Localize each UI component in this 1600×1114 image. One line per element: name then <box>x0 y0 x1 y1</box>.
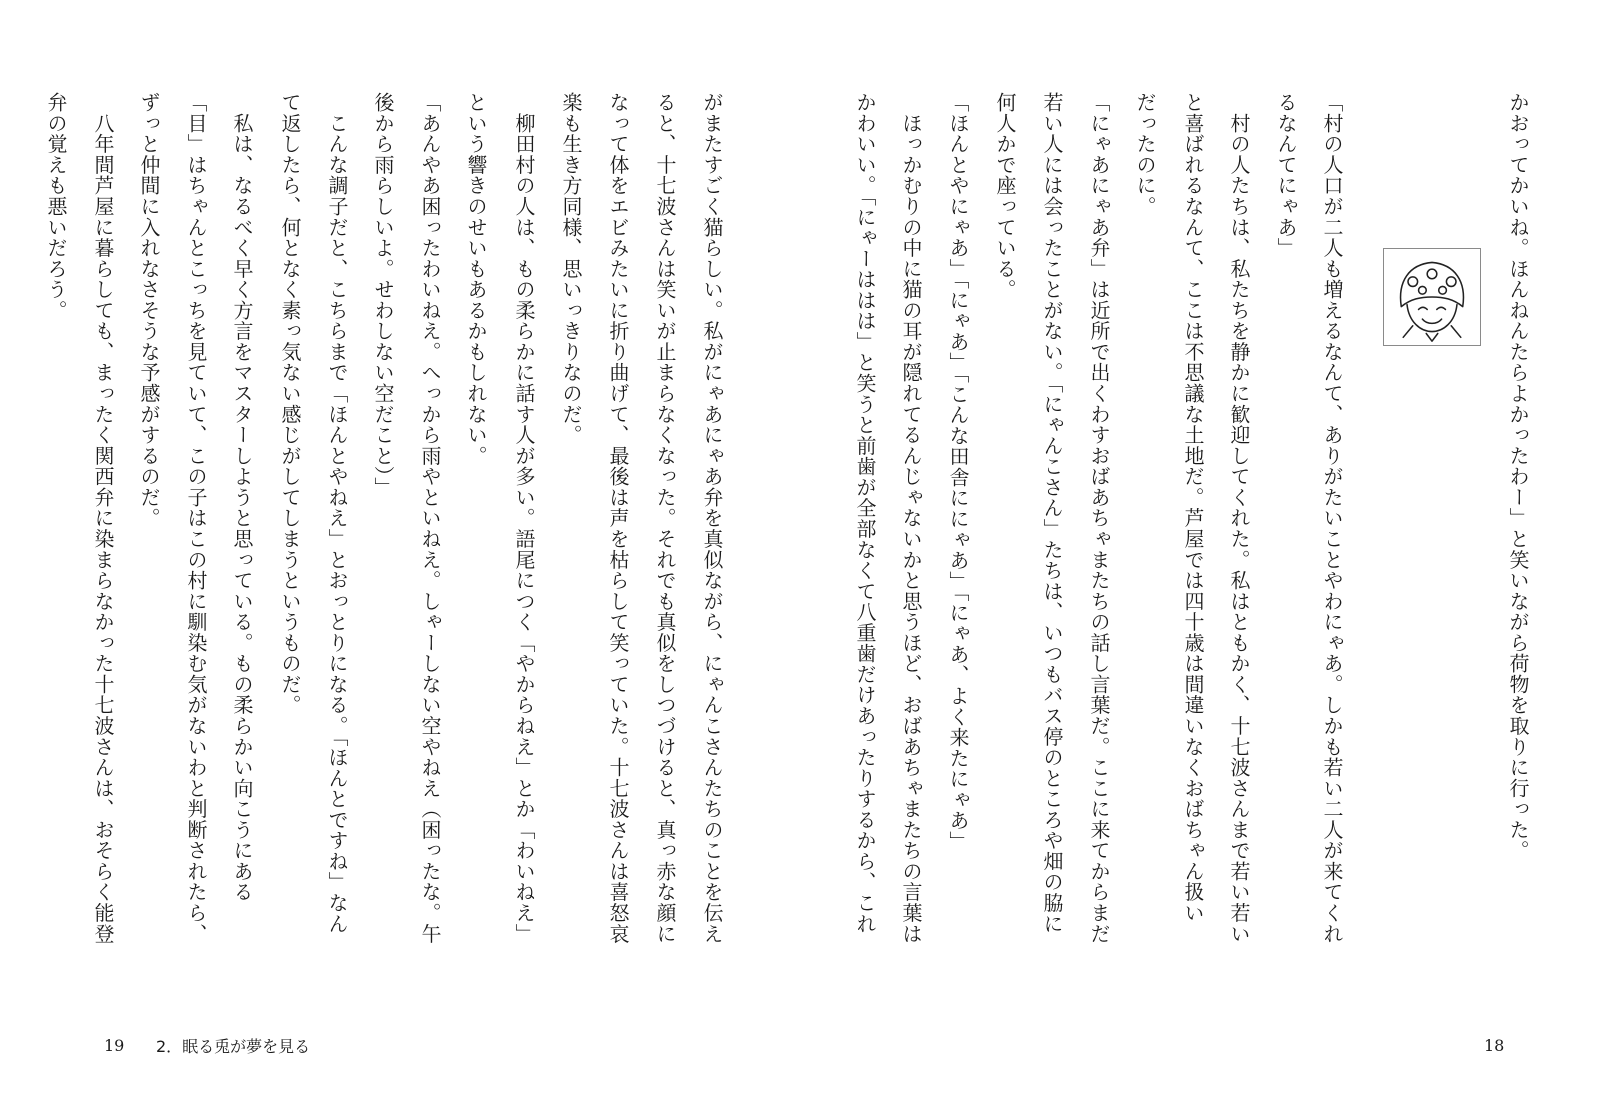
text-column: 柳田村の人は、もの柔らかに話す人が多い。語尾につく「やからねえ」とか「わいねえ」 <box>512 92 536 944</box>
page-number: 18 <box>1484 1036 1505 1055</box>
text-column: 「村の人口が二人も増えるなんて、ありがたいことやわにゃあ。しかも若い二人が来てくれ <box>1320 92 1344 944</box>
text-column: て返したら、何となく素っ気ない感じがしてしまうというものだ。 <box>278 92 302 716</box>
text-column: こんな調子だと、こちらまで「ほんとやねえ」とおっとりになる。「ほんとですね」なん <box>325 92 349 934</box>
text-column: ほっかむりの中に猫の耳が隠れてるんじゃないかと思うほど、おばあちゃまたちの言葉は <box>899 92 923 944</box>
text-column: 私は、なるべく早く方言をマスターしようと思っている。もの柔らかい向こうにある <box>230 92 254 903</box>
text-column: 村の人たちは、私たちを静かに歓迎してくれた。私はともかく、十七波さんまで若い若い <box>1227 92 1251 944</box>
text-column: と喜ばれるなんて、ここは不思議な土地だ。芦屋では四十歳は間違いなくおばちゃん扱い <box>1181 92 1205 924</box>
text-column: 「ほんとやにゃあ」「にゃあ」「こんな田舎ににゃあ」「にゃあ、よく来たにゃあ」 <box>946 92 970 852</box>
text-column: 楽も生き方同様、思いっきりなのだ。 <box>559 92 583 446</box>
text-column: なって体をエビみたいに折り曲げて、最後は声を枯らして笑っていた。十七波さんは喜怒哀 <box>606 92 630 944</box>
text-column: 後から雨らしいよ。せわしない空だこと）」 <box>371 92 395 498</box>
page-number: 19 <box>104 1036 125 1055</box>
text-column: 八年間芦屋に暮らしても、まったく関西弁に染まらなかった十七波さんは、おそらく能登 <box>91 92 115 944</box>
text-column: かおってかいね。ほんねんたらよかったわー」と笑いながら荷物を取りに行った。 <box>1506 92 1530 861</box>
text-column: 「目」はちゃんとこっちを見ていて、この子はこの村に馴染む気がないわと判断されたら、 <box>184 92 208 944</box>
text-column: 若い人には会ったことがない。「にゃんこさん」たちは、いつもバス停のところや畑の脇に <box>1040 92 1064 934</box>
text-column: という響きのせいもあるかもしれない。 <box>464 92 488 467</box>
smiling-grandmother-icon <box>1384 249 1480 345</box>
text-column: だったのに。 <box>1133 92 1157 217</box>
text-column: 「あんやあ困ったわいねえ。へっから雨やといねえ。しゃーしない空やねえ（困ったな。午 <box>418 92 442 944</box>
text-column: るなんてにゃあ」 <box>1274 92 1298 259</box>
text-column: 弁の覚えも悪いだろう。 <box>44 92 68 321</box>
text-column: 「にゃあにゃあ弁」は近所で出くわすおばあちゃまたちの話し言葉だ。ここに来てからまだ <box>1087 92 1111 944</box>
chapter-header: 2．眠る兎が夢を見る <box>156 1037 311 1056</box>
text-column: がまたすごく猫らしい。私がにゃあにゃあ弁を真似ながら、にゃんこさんたちのことを伝え <box>700 92 724 944</box>
text-column: ずっと仲間に入れなさそうな予感がするのだ。 <box>137 92 161 529</box>
illustration-frame <box>1383 248 1481 346</box>
text-column: 何人かで座っている。 <box>993 92 1017 300</box>
text-column: ると、十七波さんは笑いが止まらなくなった。それでも真似をしつづけると、真っ赤な顔に <box>653 92 677 944</box>
text-column: かわいい。「にゃーははは」と笑うと前歯が全部なくて八重歯だけあったりするから、これ <box>853 92 877 934</box>
